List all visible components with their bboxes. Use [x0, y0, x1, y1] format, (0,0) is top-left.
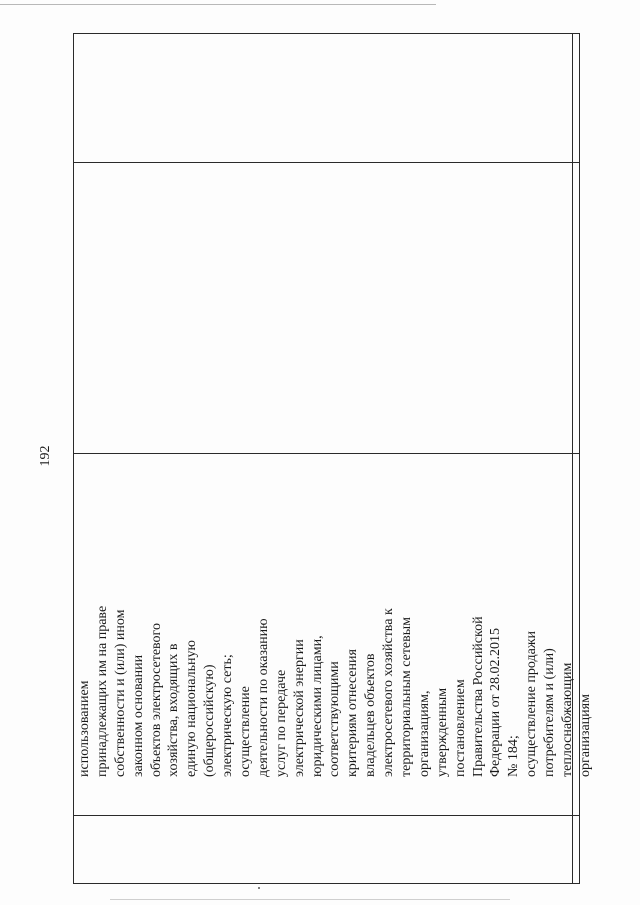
cell-text-line: единую национальную [184, 640, 200, 777]
table-cell-text [76, 452, 593, 781]
cell-text-line: законном основании [130, 654, 146, 777]
cell-text-line: юридическими лицами, [309, 635, 325, 777]
cell-text-line: объектов электросетевого [148, 623, 164, 777]
cell-text-line: потребителям и (или) [542, 648, 558, 777]
cell-text-line: Правительства Российской [470, 616, 486, 777]
table-row-divider [74, 815, 579, 816]
table-row-divider [74, 162, 579, 163]
cell-text-line: электросетевого хозяйства к [381, 608, 397, 777]
scan-speck [258, 887, 260, 889]
cell-text-line: деятельности по оказанию [255, 618, 271, 777]
table-cell [76, 452, 593, 781]
cell-text-line: хозяйства, входящих в [166, 643, 182, 777]
cell-text-line: Федерации от 28.02.2015 [488, 627, 504, 777]
cell-text-line: (общероссийскую) [202, 664, 218, 777]
cell-text-line: теплоснабжающим [560, 662, 576, 777]
cell-text-line: соответствующими [327, 661, 343, 777]
cell-text-line: утвержденным [434, 687, 450, 777]
cell-text-line: организациям [577, 694, 593, 777]
cell-text-line: организациям, [416, 690, 432, 777]
cell-text-line: осуществление [238, 686, 254, 777]
cell-text-line: критериям отнесения [345, 649, 361, 777]
cell-text-line: электрической энергии [291, 639, 307, 777]
cell-text-line: территориальным сетевым [399, 616, 415, 777]
cell-text-line: использованием [77, 680, 92, 777]
cell-text-line: № 184; [506, 735, 522, 777]
bottom-scan-rule [110, 899, 510, 900]
cell-text-line: собственности и (или) ином [112, 609, 128, 777]
page-number: 192 [38, 445, 53, 467]
cell-text-line: осуществление продажи [524, 631, 540, 777]
top-scan-rule [0, 4, 436, 5]
cell-text-line: постановлением [452, 679, 468, 777]
cell-text-line: электрическую сеть; [220, 654, 236, 777]
cell-text-line: владельцев объектов [363, 653, 379, 777]
cell-text-line: услуг по передаче [273, 669, 289, 777]
cell-text-line: принадлежащих им на праве [94, 605, 110, 777]
